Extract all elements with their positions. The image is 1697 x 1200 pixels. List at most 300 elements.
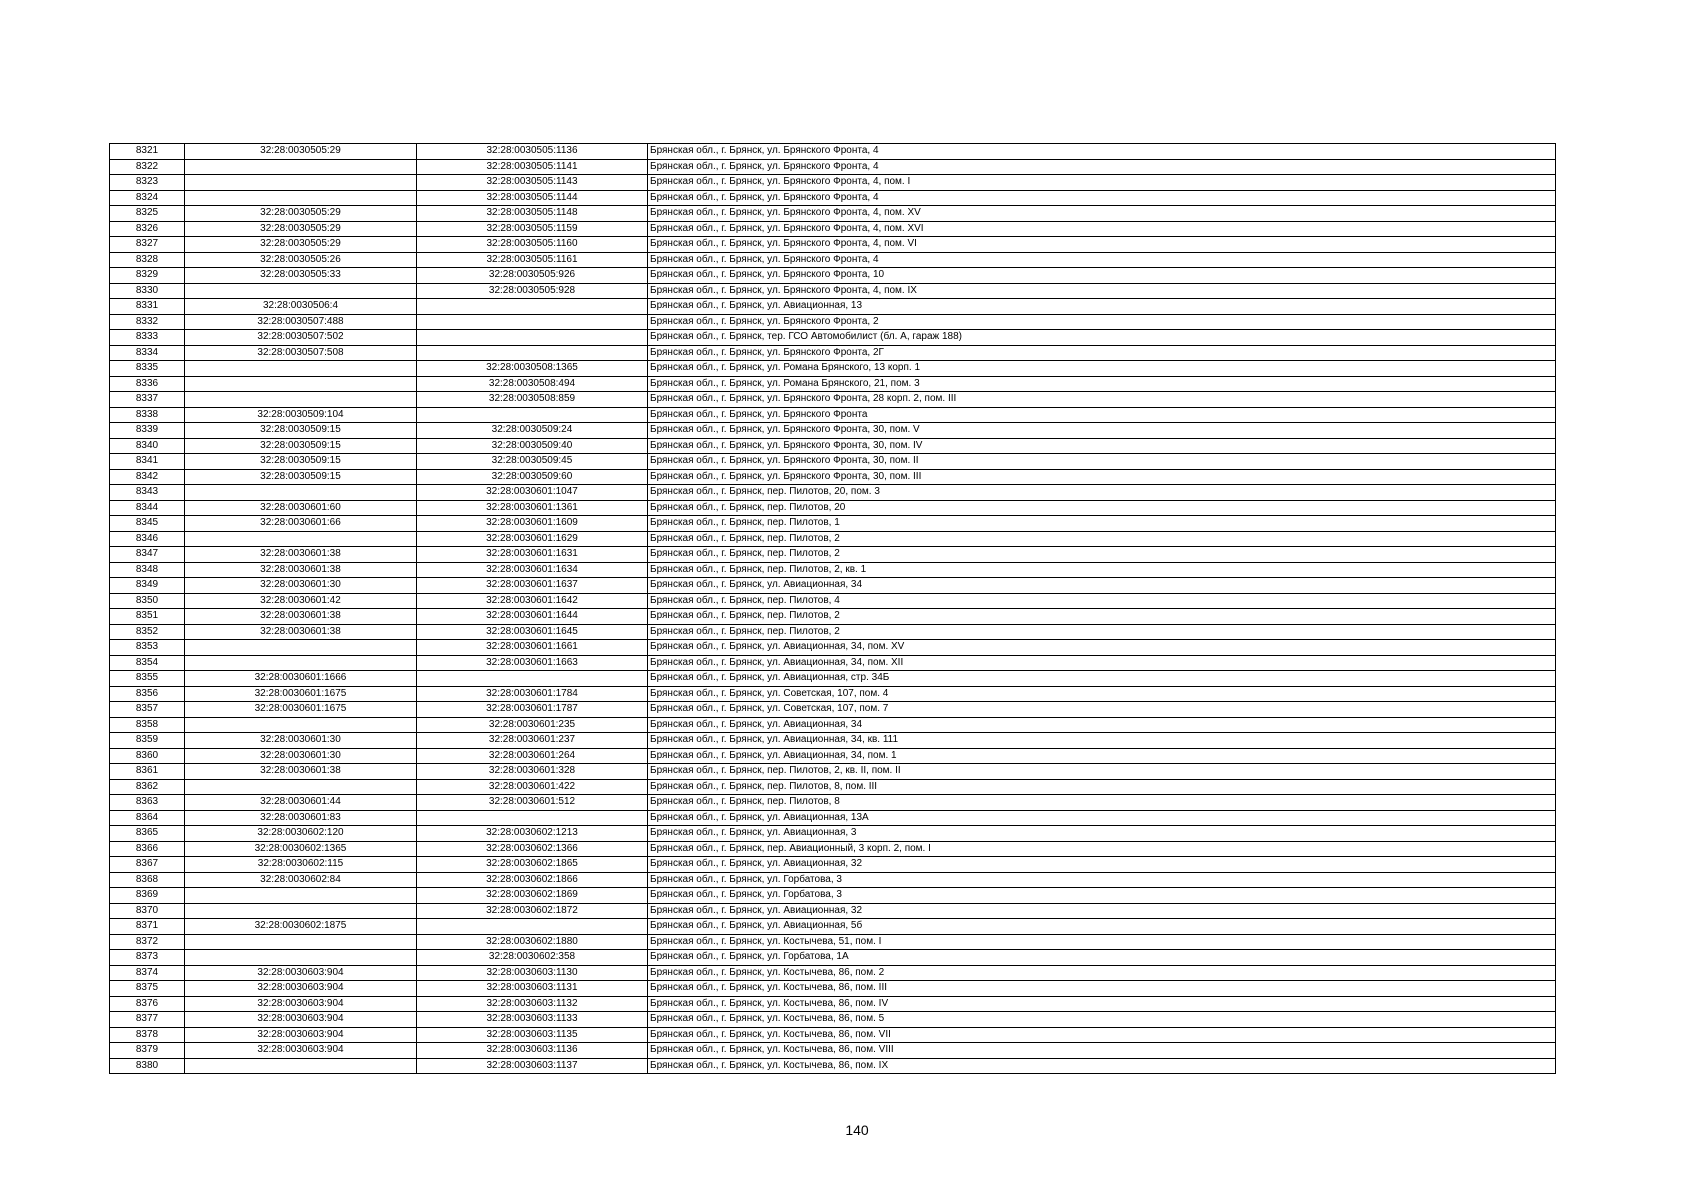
object-cadastral-cell: 32:28:0030505:1160	[417, 237, 648, 253]
object-cadastral-cell: 32:28:0030601:1629	[417, 531, 648, 547]
address-cell: Брянская обл., г. Брянск, тер. ГСО Автомобилист (бл. А, гараж 188)	[648, 330, 1556, 346]
parcel-cadastral-cell: 32:28:0030505:29	[185, 221, 417, 237]
address-cell: Брянская обл., г. Брянск, пер. Пилотов, 20	[648, 500, 1556, 516]
table-row	[110, 903, 1556, 919]
parcel-cadastral-cell: 32:28:0030505:26	[185, 252, 417, 268]
row-number-cell: 8355	[110, 671, 185, 687]
address-cell: Брянская обл., г. Брянск, ул. Романа Брянского, 13 корп. 1	[648, 361, 1556, 377]
table-row	[110, 547, 1556, 563]
row-number-cell: 8354	[110, 655, 185, 671]
parcel-cadastral-cell: 32:28:0030601:30	[185, 733, 417, 749]
parcel-cadastral-cell: 32:28:0030603:904	[185, 981, 417, 997]
parcel-cadastral-cell: 32:28:0030601:30	[185, 578, 417, 594]
table-row	[110, 996, 1556, 1012]
parcel-cadastral-cell	[185, 950, 417, 966]
object-cadastral-cell: 32:28:0030602:1866	[417, 872, 648, 888]
row-number-cell: 8321	[110, 144, 185, 160]
object-cadastral-cell: 32:28:0030509:60	[417, 469, 648, 485]
object-cadastral-cell: 32:28:0030601:1644	[417, 609, 648, 625]
address-cell: Брянская обл., г. Брянск, ул. Брянского Фронта, 4, пом. VI	[648, 237, 1556, 253]
parcel-cadastral-cell	[185, 655, 417, 671]
parcel-cadastral-cell	[185, 485, 417, 501]
row-number-cell: 8373	[110, 950, 185, 966]
row-number-cell: 8327	[110, 237, 185, 253]
object-cadastral-cell: 32:28:0030602:1366	[417, 841, 648, 857]
object-cadastral-cell: 32:28:0030601:1634	[417, 562, 648, 578]
object-cadastral-cell: 32:28:0030509:24	[417, 423, 648, 439]
object-cadastral-cell: 32:28:0030508:494	[417, 376, 648, 392]
object-cadastral-cell: 32:28:0030603:1133	[417, 1012, 648, 1028]
row-number-cell: 8352	[110, 624, 185, 640]
address-cell: Брянская обл., г. Брянск, ул. Брянского Фронта, 28 корп. 2, пом. III	[648, 392, 1556, 408]
address-cell: Брянская обл., г. Брянск, ул. Костычева, 51, пом. I	[648, 934, 1556, 950]
object-cadastral-cell: 32:28:0030601:1787	[417, 702, 648, 718]
address-cell: Брянская обл., г. Брянск, ул. Авиационная, 5б	[648, 919, 1556, 935]
parcel-cadastral-cell	[185, 392, 417, 408]
address-cell: Брянская обл., г. Брянск, ул. Костычева, 86, пом. III	[648, 981, 1556, 997]
address-cell: Брянская обл., г. Брянск, ул. Брянского Фронта, 4	[648, 252, 1556, 268]
object-cadastral-cell: 32:28:0030601:1661	[417, 640, 648, 656]
object-cadastral-cell	[417, 810, 648, 826]
table-row	[110, 702, 1556, 718]
address-cell: Брянская обл., г. Брянск, пер. Пилотов, 2, кв. II, пом. II	[648, 764, 1556, 780]
row-number-cell: 8345	[110, 516, 185, 532]
parcel-cadastral-cell: 32:28:0030603:904	[185, 996, 417, 1012]
row-number-cell: 8378	[110, 1027, 185, 1043]
row-number-cell: 8335	[110, 361, 185, 377]
table-row	[110, 423, 1556, 439]
parcel-cadastral-cell	[185, 283, 417, 299]
object-cadastral-cell: 32:28:0030601:1642	[417, 593, 648, 609]
row-number-cell: 8350	[110, 593, 185, 609]
address-cell: Брянская обл., г. Брянск, ул. Брянского Фронта, 4	[648, 190, 1556, 206]
row-number-cell: 8330	[110, 283, 185, 299]
object-cadastral-cell: 32:28:0030601:1361	[417, 500, 648, 516]
parcel-cadastral-cell: 32:28:0030509:15	[185, 454, 417, 470]
table-row	[110, 919, 1556, 935]
parcel-cadastral-cell: 32:28:0030509:15	[185, 423, 417, 439]
table-row	[110, 872, 1556, 888]
row-number-cell: 8334	[110, 345, 185, 361]
table-row	[110, 175, 1556, 191]
object-cadastral-cell: 32:28:0030505:1148	[417, 206, 648, 222]
parcel-cadastral-cell: 32:28:0030601:38	[185, 609, 417, 625]
table-row	[110, 407, 1556, 423]
object-cadastral-cell: 32:28:0030509:40	[417, 438, 648, 454]
address-cell: Брянская обл., г. Брянск, ул. Костычева, 86, пом. IX	[648, 1058, 1556, 1074]
table-row	[110, 144, 1556, 160]
row-number-cell: 8332	[110, 314, 185, 330]
object-cadastral-cell: 32:28:0030505:926	[417, 268, 648, 284]
object-cadastral-cell: 32:28:0030505:1143	[417, 175, 648, 191]
address-cell: Брянская обл., г. Брянск, ул. Костычева, 86, пом. 5	[648, 1012, 1556, 1028]
row-number-cell: 8338	[110, 407, 185, 423]
row-number-cell: 8362	[110, 779, 185, 795]
table-row	[110, 314, 1556, 330]
parcel-cadastral-cell: 32:28:0030601:83	[185, 810, 417, 826]
row-number-cell: 8357	[110, 702, 185, 718]
parcel-cadastral-cell: 32:28:0030602:84	[185, 872, 417, 888]
object-cadastral-cell: 32:28:0030602:1869	[417, 888, 648, 904]
table-row	[110, 888, 1556, 904]
object-cadastral-cell: 32:28:0030602:1872	[417, 903, 648, 919]
table-row	[110, 779, 1556, 795]
parcel-cadastral-cell	[185, 175, 417, 191]
row-number-cell: 8379	[110, 1043, 185, 1059]
table-row	[110, 221, 1556, 237]
object-cadastral-cell: 32:28:0030509:45	[417, 454, 648, 470]
address-cell: Брянская обл., г. Брянск, ул. Авиационная, 34, пом. XV	[648, 640, 1556, 656]
row-number-cell: 8337	[110, 392, 185, 408]
object-cadastral-cell: 32:28:0030603:1137	[417, 1058, 648, 1074]
row-number-cell: 8328	[110, 252, 185, 268]
row-number-cell: 8331	[110, 299, 185, 315]
row-number-cell: 8322	[110, 159, 185, 175]
row-number-cell: 8360	[110, 748, 185, 764]
table-row	[110, 283, 1556, 299]
table-row	[110, 934, 1556, 950]
object-cadastral-cell: 32:28:0030505:1136	[417, 144, 648, 160]
table-row	[110, 609, 1556, 625]
row-number-cell: 8333	[110, 330, 185, 346]
table-row	[110, 392, 1556, 408]
address-cell: Брянская обл., г. Брянск, ул. Брянского Фронта, 4, пом. XV	[648, 206, 1556, 222]
table-row	[110, 361, 1556, 377]
object-cadastral-cell: 32:28:0030505:928	[417, 283, 648, 299]
parcel-cadastral-cell: 32:28:0030601:1675	[185, 686, 417, 702]
table-row	[110, 1027, 1556, 1043]
object-cadastral-cell: 32:28:0030505:1161	[417, 252, 648, 268]
parcel-cadastral-cell	[185, 888, 417, 904]
parcel-cadastral-cell: 32:28:0030505:33	[185, 268, 417, 284]
parcel-cadastral-cell: 32:28:0030601:1666	[185, 671, 417, 687]
address-cell: Брянская обл., г. Брянск, ул. Брянского Фронта	[648, 407, 1556, 423]
row-number-cell: 8353	[110, 640, 185, 656]
row-number-cell: 8351	[110, 609, 185, 625]
table-row	[110, 454, 1556, 470]
row-number-cell: 8329	[110, 268, 185, 284]
table-row	[110, 841, 1556, 857]
address-cell: Брянская обл., г. Брянск, ул. Брянского Фронта, 4, пом. XVI	[648, 221, 1556, 237]
address-cell: Брянская обл., г. Брянск, пер. Пилотов, 2, кв. 1	[648, 562, 1556, 578]
parcel-cadastral-cell: 32:28:0030603:904	[185, 1043, 417, 1059]
object-cadastral-cell: 32:28:0030602:358	[417, 950, 648, 966]
row-number-cell: 8324	[110, 190, 185, 206]
address-cell: Брянская обл., г. Брянск, ул. Брянского Фронта, 30, пом. IV	[648, 438, 1556, 454]
table-row	[110, 562, 1556, 578]
table-row	[110, 733, 1556, 749]
parcel-cadastral-cell: 32:28:0030505:29	[185, 144, 417, 160]
address-cell: Брянская обл., г. Брянск, ул. Брянского Фронта, 2Г	[648, 345, 1556, 361]
object-cadastral-cell: 32:28:0030505:1144	[417, 190, 648, 206]
parcel-cadastral-cell	[185, 934, 417, 950]
address-cell: Брянская обл., г. Брянск, ул. Брянского Фронта, 2	[648, 314, 1556, 330]
table-row	[110, 655, 1556, 671]
table-row	[110, 857, 1556, 873]
object-cadastral-cell: 32:28:0030601:512	[417, 795, 648, 811]
table-row	[110, 500, 1556, 516]
table-row	[110, 1043, 1556, 1059]
object-cadastral-cell: 32:28:0030601:264	[417, 748, 648, 764]
row-number-cell: 8358	[110, 717, 185, 733]
table-row	[110, 159, 1556, 175]
address-cell: Брянская обл., г. Брянск, ул. Брянского Фронта, 30, пом. V	[648, 423, 1556, 439]
address-cell: Брянская обл., г. Брянск, ул. Брянского Фронта, 4	[648, 159, 1556, 175]
table-row	[110, 965, 1556, 981]
address-cell: Брянская обл., г. Брянск, пер. Пилотов, 8, пом. III	[648, 779, 1556, 795]
address-cell: Брянская обл., г. Брянск, ул. Брянского Фронта, 30, пом. III	[648, 469, 1556, 485]
parcel-cadastral-cell: 32:28:0030601:38	[185, 547, 417, 563]
table-row	[110, 717, 1556, 733]
table-row	[110, 593, 1556, 609]
table-row	[110, 190, 1556, 206]
address-cell: Брянская обл., г. Брянск, ул. Брянского Фронта, 30, пом. II	[648, 454, 1556, 470]
row-number-cell: 8344	[110, 500, 185, 516]
address-cell: Брянская обл., г. Брянск, ул. Горбатова, 3	[648, 888, 1556, 904]
parcel-cadastral-cell: 32:28:0030601:1675	[185, 702, 417, 718]
parcel-cadastral-cell: 32:28:0030601:38	[185, 562, 417, 578]
parcel-cadastral-cell	[185, 376, 417, 392]
row-number-cell: 8364	[110, 810, 185, 826]
object-cadastral-cell	[417, 345, 648, 361]
address-cell: Брянская обл., г. Брянск, ул. Авиационная, 34, кв. 111	[648, 733, 1556, 749]
parcel-cadastral-cell: 32:28:0030601:38	[185, 624, 417, 640]
row-number-cell: 8363	[110, 795, 185, 811]
row-number-cell: 8368	[110, 872, 185, 888]
parcel-cadastral-cell: 32:28:0030509:104	[185, 407, 417, 423]
parcel-cadastral-cell	[185, 361, 417, 377]
parcel-cadastral-cell: 32:28:0030509:15	[185, 469, 417, 485]
table-row	[110, 1012, 1556, 1028]
object-cadastral-cell: 32:28:0030602:1213	[417, 826, 648, 842]
row-number-cell: 8366	[110, 841, 185, 857]
object-cadastral-cell	[417, 299, 648, 315]
object-cadastral-cell: 32:28:0030603:1132	[417, 996, 648, 1012]
parcel-cadastral-cell: 32:28:0030601:44	[185, 795, 417, 811]
parcel-cadastral-cell: 32:28:0030603:904	[185, 1027, 417, 1043]
address-cell: Брянская обл., г. Брянск, ул. Костычева, 86, пом. VIII	[648, 1043, 1556, 1059]
object-cadastral-cell: 32:28:0030602:1865	[417, 857, 648, 873]
table-row	[110, 624, 1556, 640]
address-cell: Брянская обл., г. Брянск, пер. Пилотов, 2	[648, 531, 1556, 547]
object-cadastral-cell: 32:28:0030508:1365	[417, 361, 648, 377]
parcel-cadastral-cell: 32:28:0030505:29	[185, 206, 417, 222]
object-cadastral-cell: 32:28:0030508:859	[417, 392, 648, 408]
row-number-cell: 8361	[110, 764, 185, 780]
parcel-cadastral-cell: 32:28:0030505:29	[185, 237, 417, 253]
object-cadastral-cell: 32:28:0030603:1136	[417, 1043, 648, 1059]
table-row	[110, 376, 1556, 392]
address-cell: Брянская обл., г. Брянск, пер. Пилотов, 2	[648, 624, 1556, 640]
address-cell: Брянская обл., г. Брянск, ул. Авиационная, 34, пом. XII	[648, 655, 1556, 671]
parcel-cadastral-cell: 32:28:0030507:508	[185, 345, 417, 361]
row-number-cell: 8340	[110, 438, 185, 454]
table-row	[110, 981, 1556, 997]
row-number-cell: 8370	[110, 903, 185, 919]
table-row	[110, 237, 1556, 253]
table-row	[110, 578, 1556, 594]
address-cell: Брянская обл., г. Брянск, ул. Авиационная, 34, пом. 1	[648, 748, 1556, 764]
row-number-cell: 8356	[110, 686, 185, 702]
parcel-cadastral-cell: 32:28:0030602:115	[185, 857, 417, 873]
row-number-cell: 8326	[110, 221, 185, 237]
object-cadastral-cell: 32:28:0030601:235	[417, 717, 648, 733]
object-cadastral-cell: 32:28:0030601:237	[417, 733, 648, 749]
parcel-cadastral-cell: 32:28:0030602:1875	[185, 919, 417, 935]
parcel-cadastral-cell: 32:28:0030601:30	[185, 748, 417, 764]
parcel-cadastral-cell: 32:28:0030603:904	[185, 965, 417, 981]
row-number-cell: 8341	[110, 454, 185, 470]
address-cell: Брянская обл., г. Брянск, ул. Авиационная, 13	[648, 299, 1556, 315]
table-row	[110, 764, 1556, 780]
cadastral-table	[109, 143, 1556, 1074]
table-row	[110, 268, 1556, 284]
object-cadastral-cell: 32:28:0030601:1784	[417, 686, 648, 702]
object-cadastral-cell	[417, 671, 648, 687]
row-number-cell: 8349	[110, 578, 185, 594]
row-number-cell: 8380	[110, 1058, 185, 1074]
row-number-cell: 8372	[110, 934, 185, 950]
table-row	[110, 485, 1556, 501]
object-cadastral-cell	[417, 330, 648, 346]
table-body	[110, 144, 1556, 1074]
table-row	[110, 345, 1556, 361]
object-cadastral-cell: 32:28:0030601:422	[417, 779, 648, 795]
parcel-cadastral-cell: 32:28:0030509:15	[185, 438, 417, 454]
object-cadastral-cell: 32:28:0030601:1631	[417, 547, 648, 563]
row-number-cell: 8375	[110, 981, 185, 997]
parcel-cadastral-cell	[185, 717, 417, 733]
address-cell: Брянская обл., г. Брянск, ул. Брянского Фронта, 4, пом. IX	[648, 283, 1556, 299]
address-cell: Брянская обл., г. Брянск, ул. Костычева, 86, пом. VII	[648, 1027, 1556, 1043]
parcel-cadastral-cell: 32:28:0030506:4	[185, 299, 417, 315]
table-row	[110, 810, 1556, 826]
address-cell: Брянская обл., г. Брянск, ул. Авиационная, стр. 34Б	[648, 671, 1556, 687]
row-number-cell: 8348	[110, 562, 185, 578]
table-row	[110, 299, 1556, 315]
table-row	[110, 1058, 1556, 1074]
parcel-cadastral-cell: 32:28:0030601:42	[185, 593, 417, 609]
address-cell: Брянская обл., г. Брянск, ул. Авиационная, 13А	[648, 810, 1556, 826]
table-row	[110, 469, 1556, 485]
address-cell: Брянская обл., г. Брянск, ул. Горбатова, 1А	[648, 950, 1556, 966]
object-cadastral-cell: 32:28:0030601:1637	[417, 578, 648, 594]
table-row	[110, 640, 1556, 656]
object-cadastral-cell: 32:28:0030505:1141	[417, 159, 648, 175]
row-number-cell: 8374	[110, 965, 185, 981]
object-cadastral-cell: 32:28:0030601:1047	[417, 485, 648, 501]
parcel-cadastral-cell: 32:28:0030507:502	[185, 330, 417, 346]
address-cell: Брянская обл., г. Брянск, пер. Авиационный, 3 корп. 2, пом. I	[648, 841, 1556, 857]
address-cell: Брянская обл., г. Брянск, пер. Пилотов, 2	[648, 609, 1556, 625]
object-cadastral-cell: 32:28:0030601:1609	[417, 516, 648, 532]
address-cell: Брянская обл., г. Брянск, ул. Авиационная, 3	[648, 826, 1556, 842]
object-cadastral-cell	[417, 314, 648, 330]
row-number-cell: 8342	[110, 469, 185, 485]
table-row	[110, 748, 1556, 764]
table-row	[110, 686, 1556, 702]
row-number-cell: 8367	[110, 857, 185, 873]
address-cell: Брянская обл., г. Брянск, ул. Костычева, 86, пом. 2	[648, 965, 1556, 981]
row-number-cell: 8376	[110, 996, 185, 1012]
address-cell: Брянская обл., г. Брянск, пер. Пилотов, 8	[648, 795, 1556, 811]
row-number-cell: 8325	[110, 206, 185, 222]
address-cell: Брянская обл., г. Брянск, ул. Брянского Фронта, 4, пом. I	[648, 175, 1556, 191]
address-cell: Брянская обл., г. Брянск, ул. Брянского Фронта, 4	[648, 144, 1556, 160]
row-number-cell: 8369	[110, 888, 185, 904]
address-cell: Брянская обл., г. Брянск, ул. Советская, 107, пом. 4	[648, 686, 1556, 702]
row-number-cell: 8377	[110, 1012, 185, 1028]
row-number-cell: 8336	[110, 376, 185, 392]
object-cadastral-cell: 32:28:0030601:328	[417, 764, 648, 780]
object-cadastral-cell: 32:28:0030603:1135	[417, 1027, 648, 1043]
parcel-cadastral-cell: 32:28:0030602:1365	[185, 841, 417, 857]
parcel-cadastral-cell	[185, 640, 417, 656]
row-number-cell: 8371	[110, 919, 185, 935]
row-number-cell: 8365	[110, 826, 185, 842]
row-number-cell: 8339	[110, 423, 185, 439]
parcel-cadastral-cell	[185, 159, 417, 175]
parcel-cadastral-cell: 32:28:0030601:38	[185, 764, 417, 780]
row-number-cell: 8347	[110, 547, 185, 563]
parcel-cadastral-cell: 32:28:0030507:488	[185, 314, 417, 330]
parcel-cadastral-cell: 32:28:0030602:120	[185, 826, 417, 842]
address-cell: Брянская обл., г. Брянск, пер. Пилотов, 4	[648, 593, 1556, 609]
table-row	[110, 206, 1556, 222]
table-row	[110, 330, 1556, 346]
address-cell: Брянская обл., г. Брянск, ул. Горбатова, 3	[648, 872, 1556, 888]
object-cadastral-cell: 32:28:0030601:1645	[417, 624, 648, 640]
object-cadastral-cell: 32:28:0030602:1880	[417, 934, 648, 950]
address-cell: Брянская обл., г. Брянск, ул. Костычева, 86, пом. IV	[648, 996, 1556, 1012]
table-row	[110, 438, 1556, 454]
row-number-cell: 8346	[110, 531, 185, 547]
object-cadastral-cell	[417, 919, 648, 935]
parcel-cadastral-cell: 32:28:0030603:904	[185, 1012, 417, 1028]
object-cadastral-cell: 32:28:0030603:1130	[417, 965, 648, 981]
table-row	[110, 950, 1556, 966]
address-cell: Брянская обл., г. Брянск, пер. Пилотов, 2	[648, 547, 1556, 563]
parcel-cadastral-cell	[185, 1058, 417, 1074]
object-cadastral-cell	[417, 407, 648, 423]
address-cell: Брянская обл., г. Брянск, пер. Пилотов, 1	[648, 516, 1556, 532]
table-row	[110, 252, 1556, 268]
parcel-cadastral-cell: 32:28:0030601:60	[185, 500, 417, 516]
object-cadastral-cell: 32:28:0030601:1663	[417, 655, 648, 671]
table-row	[110, 826, 1556, 842]
address-cell: Брянская обл., г. Брянск, ул. Брянского Фронта, 10	[648, 268, 1556, 284]
row-number-cell: 8359	[110, 733, 185, 749]
address-cell: Брянская обл., г. Брянск, ул. Авиационная, 34	[648, 578, 1556, 594]
table-row	[110, 795, 1556, 811]
row-number-cell: 8343	[110, 485, 185, 501]
address-cell: Брянская обл., г. Брянск, ул. Авиационная, 32	[648, 903, 1556, 919]
parcel-cadastral-cell: 32:28:0030601:66	[185, 516, 417, 532]
table-row	[110, 531, 1556, 547]
parcel-cadastral-cell	[185, 190, 417, 206]
table-row	[110, 671, 1556, 687]
parcel-cadastral-cell	[185, 779, 417, 795]
address-cell: Брянская обл., г. Брянск, ул. Советская, 107, пом. 7	[648, 702, 1556, 718]
page-number: 140	[845, 1122, 869, 1138]
address-cell: Брянская обл., г. Брянск, ул. Авиационная, 32	[648, 857, 1556, 873]
address-cell: Брянская обл., г. Брянск, ул. Авиационная, 34	[648, 717, 1556, 733]
address-cell: Брянская обл., г. Брянск, пер. Пилотов, 20, пом. 3	[648, 485, 1556, 501]
parcel-cadastral-cell	[185, 531, 417, 547]
row-number-cell: 8323	[110, 175, 185, 191]
table-row	[110, 516, 1556, 532]
parcel-cadastral-cell	[185, 903, 417, 919]
